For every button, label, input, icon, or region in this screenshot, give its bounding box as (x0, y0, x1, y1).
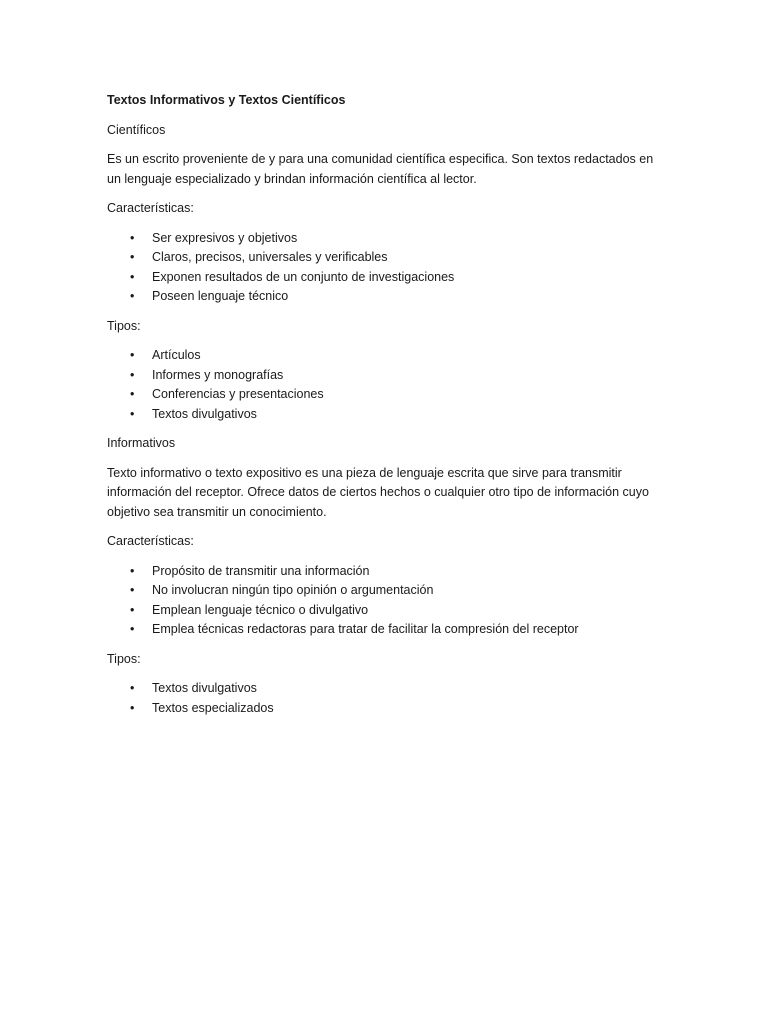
bullet-icon: • (130, 269, 135, 284)
section-heading-informativos: Informativos (107, 436, 176, 450)
bullet-icon: • (130, 406, 135, 421)
bullet-icon: • (130, 348, 135, 362)
list-item-text: Propósito de transmitir una información (152, 563, 370, 578)
types-list-informativos (107, 679, 667, 718)
bullet-icon: • (130, 387, 135, 401)
list-item-text: Emplean lenguaje técnico o divulgativo (152, 602, 369, 617)
list-item (107, 248, 667, 268)
list-item (107, 385, 667, 405)
list-item (107, 268, 667, 288)
list-item-text: No involucran ningún tipo opinión o argumentación (152, 583, 434, 597)
list-item-text: Claros, precisos, universales y verificables (152, 250, 388, 264)
document-content (107, 91, 667, 728)
list-item (107, 229, 667, 249)
characteristics-list-cientificos (107, 229, 667, 307)
list-item (107, 620, 667, 640)
characteristics-label-informativos: Características: (107, 534, 194, 548)
characteristics-label-cientificos: Características: (107, 201, 194, 215)
list-item (107, 366, 667, 386)
bullet-icon: • (130, 230, 135, 245)
list-item-text: Textos especializados (152, 700, 274, 715)
bullet-icon: • (130, 563, 135, 578)
list-item (107, 581, 667, 601)
list-item (107, 346, 667, 366)
list-item-text: Emplea técnicas redactoras para tratar de facilitar la compresión del receptor (152, 622, 579, 636)
list-item-text: Poseen lenguaje técnico (152, 289, 289, 303)
list-item-text: Textos divulgativos (152, 681, 257, 695)
list-item-text: Conferencias y presentaciones (152, 387, 324, 401)
types-list-cientificos (107, 346, 667, 424)
list-item (107, 405, 667, 425)
list-item-text: Informes y monografías (152, 367, 284, 382)
list-item (107, 699, 667, 719)
list-item-text: Artículos (152, 348, 201, 362)
bullet-icon: • (130, 700, 135, 715)
list-item-text: Ser expresivos y objetivos (152, 230, 298, 245)
bullet-icon: • (130, 367, 135, 382)
bullet-icon: • (130, 681, 135, 695)
list-item-text: Textos divulgativos (152, 406, 257, 421)
section-paragraph-cientificos: Es un escrito proveniente de y para una comunidad científica especifica. Son textos redactados en un lenguaje especializado y brindan información científica al lector. (107, 152, 654, 186)
list-item (107, 679, 667, 699)
list-item (107, 601, 667, 621)
document-title: Textos Informativos y Textos Científicos (107, 93, 346, 107)
list-item (107, 562, 667, 582)
bullet-icon: • (130, 250, 135, 264)
section-paragraph-informativos: Texto informativo o texto expositivo es una pieza de lenguaje escrita que sirve para transmitir información del receptor. Ofrece datos de ciertos hechos o cualquier otro tipo de información cuyo objetivo sea transmitir un conocimiento. (107, 465, 649, 519)
types-label-cientificos: Tipos: (107, 318, 141, 333)
section-heading-cientificos: Científicos (107, 122, 166, 137)
characteristics-list-informativos (107, 562, 667, 640)
types-label-informativos: Tipos: (107, 651, 141, 666)
bullet-icon: • (130, 289, 135, 303)
bullet-icon: • (130, 602, 135, 617)
bullet-icon: • (130, 583, 135, 597)
list-item (107, 287, 667, 307)
bullet-icon: • (130, 622, 135, 636)
list-item-text: Exponen resultados de un conjunto de investigaciones (152, 269, 455, 284)
